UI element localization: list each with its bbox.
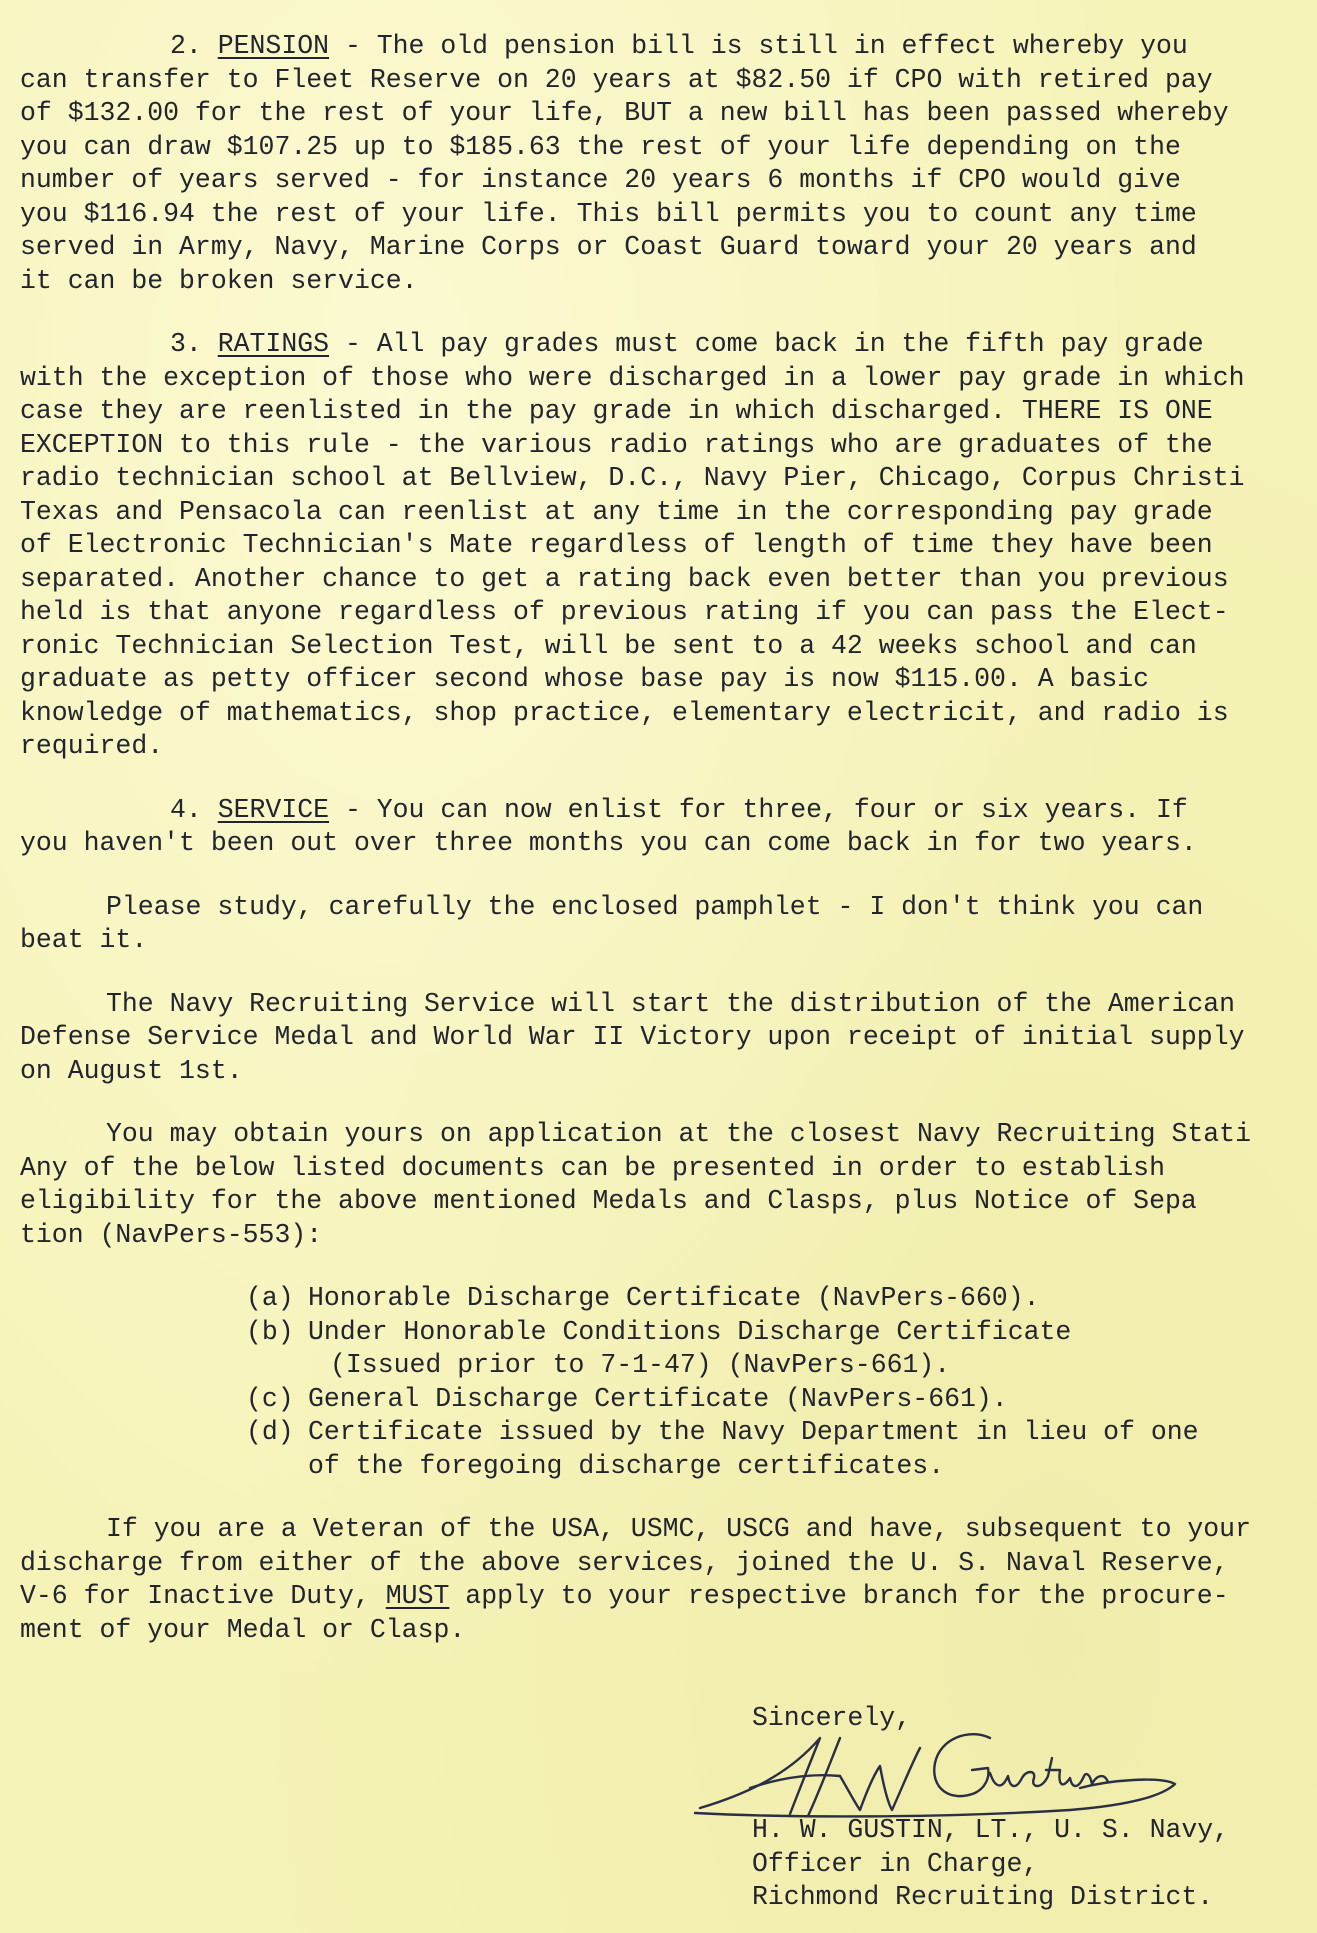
veteran-paragraph (20, 1513, 1303, 1647)
veteran-line-3-end: apply to your respective branch for the procure- (449, 1581, 1229, 1611)
pension-line-7: served in Army, Navy, Marine Corps or Coast Guard toward your 20 years and (20, 232, 1197, 262)
obtain-line-2: Any of the below listed documents can be presented in order to establish (20, 1152, 1165, 1183)
list-item-label: (c) (246, 1383, 294, 1414)
ratings-line-3: case they are reenlisted in the pay grade in which discharged. THERE IS ONE (20, 396, 1213, 426)
list-item (246, 1282, 1303, 1316)
pension-number: 2. (170, 31, 202, 61)
list-item-text: General Discharge Certificate (NavPers-661). (308, 1383, 1008, 1414)
ratings-heading: RATINGS (217, 329, 330, 359)
obtain-line-1: You may obtain yours on application at the closest Navy Recruiting Stati (106, 1119, 1251, 1149)
list-item-text-continued: (Issued prior to 7-1-47) (NavPers-661). (330, 1350, 951, 1380)
list-item-text-continued: of the foregoing discharge certificates. (308, 1450, 945, 1481)
service-number: 4. (170, 794, 202, 825)
pension-line-2: can transfer to Fleet Reserve on 20 years at $82.50 if CPO with retired pay (20, 64, 1213, 95)
pension-line-8: it can be broken service. (20, 265, 418, 296)
closing-salutation: Sincerely, (752, 1703, 912, 1733)
study-line-1: Please study, carefully the enclosed pamphlet - I don't think you can (106, 891, 1204, 922)
pension-heading: PENSION (217, 31, 330, 61)
service-heading: SERVICE (217, 794, 330, 825)
list-item (246, 1416, 1303, 1483)
handwritten-signature (690, 1718, 1190, 1828)
ratings-line-2: with the exception of those who were discharged in a lower pay grade in which (20, 362, 1245, 393)
ratings-line-9: held is that anyone regardless of previous rating if you can pass the Elect- (20, 597, 1229, 627)
ratings-line-12: knowledge of mathematics, shop practice, elementary electricit, and radio is (20, 697, 1229, 728)
list-item-label: (a) (246, 1283, 294, 1313)
ratings-line-8: separated. Another chance to get a rating back even better than you previous (20, 563, 1229, 594)
list-item-label: (d) (246, 1417, 294, 1447)
pension-line-1: - The old pension bill is still in effect whereby you (329, 31, 1188, 61)
ratings-number: 3. (170, 329, 202, 359)
ratings-line-4: EXCEPTION to this rule - the various radio ratings who are graduates of the (20, 429, 1213, 460)
list-item-label: (b) (246, 1316, 294, 1347)
pension-line-3: of $132.00 for the rest of your life, BUT a new bill has been passed whereby (20, 98, 1229, 128)
ratings-line-7: of Electronic Technician's Mate regardless of length of time they have been (20, 530, 1213, 560)
veteran-line-2: discharge from either of the above services, joined the U. S. Naval Reserve, (20, 1547, 1229, 1578)
pension-line-4: you can draw $107.25 up to $185.63 the rest of your life depending on the (20, 131, 1181, 162)
obtain-line-3: eligibility for the above mentioned Medals and Clasps, plus Notice of Sepa (20, 1186, 1197, 1216)
list-item-text: Under Honorable Conditions Discharge Certificate (308, 1316, 1072, 1347)
study-line-2: beat it. (20, 925, 148, 955)
obtain-line-4: tion (NavPers-553): (20, 1219, 323, 1250)
list-item (246, 1316, 1303, 1383)
list-item (246, 1383, 1303, 1417)
service-line-2: you haven't been out over three months you can come back in for two years. (20, 828, 1197, 858)
study-paragraph (20, 891, 1303, 958)
signer-title: Officer in Charge, (752, 1848, 1039, 1879)
medals-line-1: The Navy Recruiting Service will start the distribution of the American (106, 988, 1236, 1019)
pension-line-5: number of years served - for instance 20 years 6 months if CPO would give (20, 165, 1181, 195)
medals-paragraph (20, 988, 1303, 1089)
signer-district: Richmond Recruiting District. (752, 1882, 1214, 1912)
list-item-text: Honorable Discharge Certificate (NavPers-660). (308, 1283, 1040, 1313)
ratings-line-11: graduate as petty officer second whose base pay is now $115.00. A basic (20, 664, 1150, 694)
list-item-text: Certificate issued by the Navy Department in lieu of one (308, 1417, 1199, 1447)
ratings-line-5: radio technician school at Bellview, D.C., Navy Pier, Chicago, Corpus Christi (20, 463, 1245, 493)
signer-name: H. W. GUSTIN, LT., U. S. Navy, (752, 1815, 1230, 1845)
ratings-line-1: - All pay grades must come back in the fifth pay grade (329, 329, 1204, 359)
medals-line-3: on August 1st. (20, 1055, 243, 1086)
service-paragraph (20, 794, 1303, 861)
service-line-1: - You can now enlist for three, four or six years. If (329, 794, 1188, 825)
must-emphasis: MUST (385, 1581, 450, 1611)
veteran-line-3-start: V-6 for Inactive Duty, (20, 1581, 386, 1611)
documents-list (20, 1282, 1303, 1483)
veteran-line-1: If you are a Veteran of the USA, USMC, USCG and have, subsequent to your (106, 1514, 1251, 1544)
pension-paragraph (20, 30, 1303, 298)
ratings-line-13: required. (20, 731, 164, 761)
ratings-paragraph (20, 328, 1303, 764)
medals-line-2: Defense Service Medal and World War II Victory upon receipt of initial supply (20, 1022, 1245, 1052)
pension-line-6: you $116.94 the rest of your life. This bill permits you to count any time (20, 198, 1197, 229)
ratings-line-10: ronic Technician Selection Test, will be sent to a 42 weeks school and can (20, 630, 1197, 661)
ratings-line-6: Texas and Pensacola can reenlist at any time in the corresponding pay grade (20, 496, 1213, 527)
signature-block (752, 1814, 1229, 1915)
obtain-paragraph (20, 1118, 1303, 1252)
veteran-line-4: ment of your Medal or Clasp. (20, 1614, 466, 1645)
